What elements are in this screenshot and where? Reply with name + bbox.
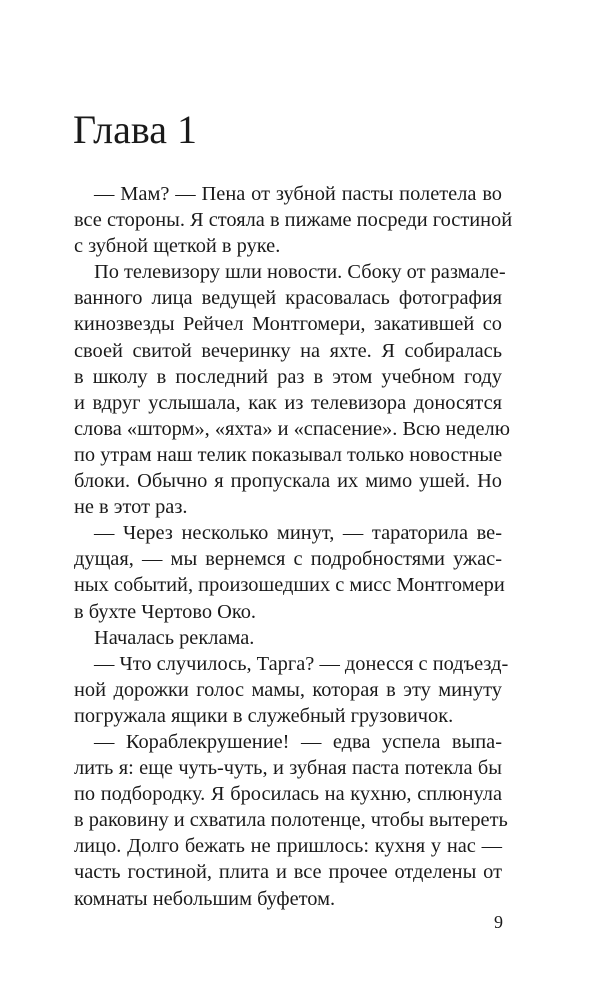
text-line: Началась реклама. xyxy=(94,626,255,649)
text-line: комнаты небольшим буфетом. xyxy=(74,887,336,910)
text-line: часть гостиной, плита и все прочее отделены от xyxy=(74,861,502,884)
text-line: лицо. Долго бежать не пришлось: кухня у нас — xyxy=(74,835,502,858)
chapter-body-text xyxy=(74,181,513,912)
text-line: по подбородку. Я бросилась на кухню, сплюнула xyxy=(74,783,502,806)
text-line: ной дорожки голос мамы, которая в эту минуту xyxy=(74,678,502,701)
text-line: блоки. Обычно я пропускала их мимо ушей. Но xyxy=(74,470,502,493)
text-line: по утрам наш телик показывал только новостные xyxy=(74,443,503,466)
text-line: ванного лица ведущей красовалась фотография xyxy=(74,287,502,310)
text-line: — Мам? — Пена от зубной пасты полетела во xyxy=(94,183,502,205)
text-line: с зубной щеткой в руке. xyxy=(74,235,281,258)
text-line: — Через несколько минут, — тараторила ве- xyxy=(94,522,502,545)
chapter-title: Глава 1 xyxy=(73,107,197,152)
text-line: — Кораблекрушение! — едва успела выпа- xyxy=(94,730,502,753)
text-line: в раковину и схватила полотенце, чтобы вытереть xyxy=(74,809,508,832)
text-line: и вдруг услышала, как из телевизора доносятся xyxy=(74,391,502,414)
text-line: дущая, — мы вернемся с подробностями ужас- xyxy=(74,548,502,571)
text-line: ных событий, произошедших с мисс Монтгомери xyxy=(74,574,505,597)
text-line: в школу в последний раз в этом учебном году xyxy=(74,365,502,388)
text-line: слова «шторм», «яхта» и «спасение». Всю неделю xyxy=(74,417,510,440)
text-line: своей свитой вечеринку на яхте. Я собиралась xyxy=(74,339,502,362)
text-line: лить я: еще чуть-чуть, и зубная паста потекла бы xyxy=(74,757,502,780)
text-line: кинозвезды Рейчел Монтгомери, закатившей со xyxy=(74,313,502,336)
page-number: 9 xyxy=(494,912,503,932)
text-line: в бухте Чертово Око. xyxy=(74,600,257,623)
text-line: По телевизору шли новости. Сбоку от размале- xyxy=(94,261,506,284)
text-line: — Что случилось, Тарга? — донесся с подъезд- xyxy=(94,652,509,675)
text-line: не в этот раз. xyxy=(74,496,188,519)
text-line: погружала ящики в служебный грузовичок. xyxy=(74,704,454,727)
text-line: все стороны. Я стояла в пижаме посреди гостиной xyxy=(74,209,513,232)
